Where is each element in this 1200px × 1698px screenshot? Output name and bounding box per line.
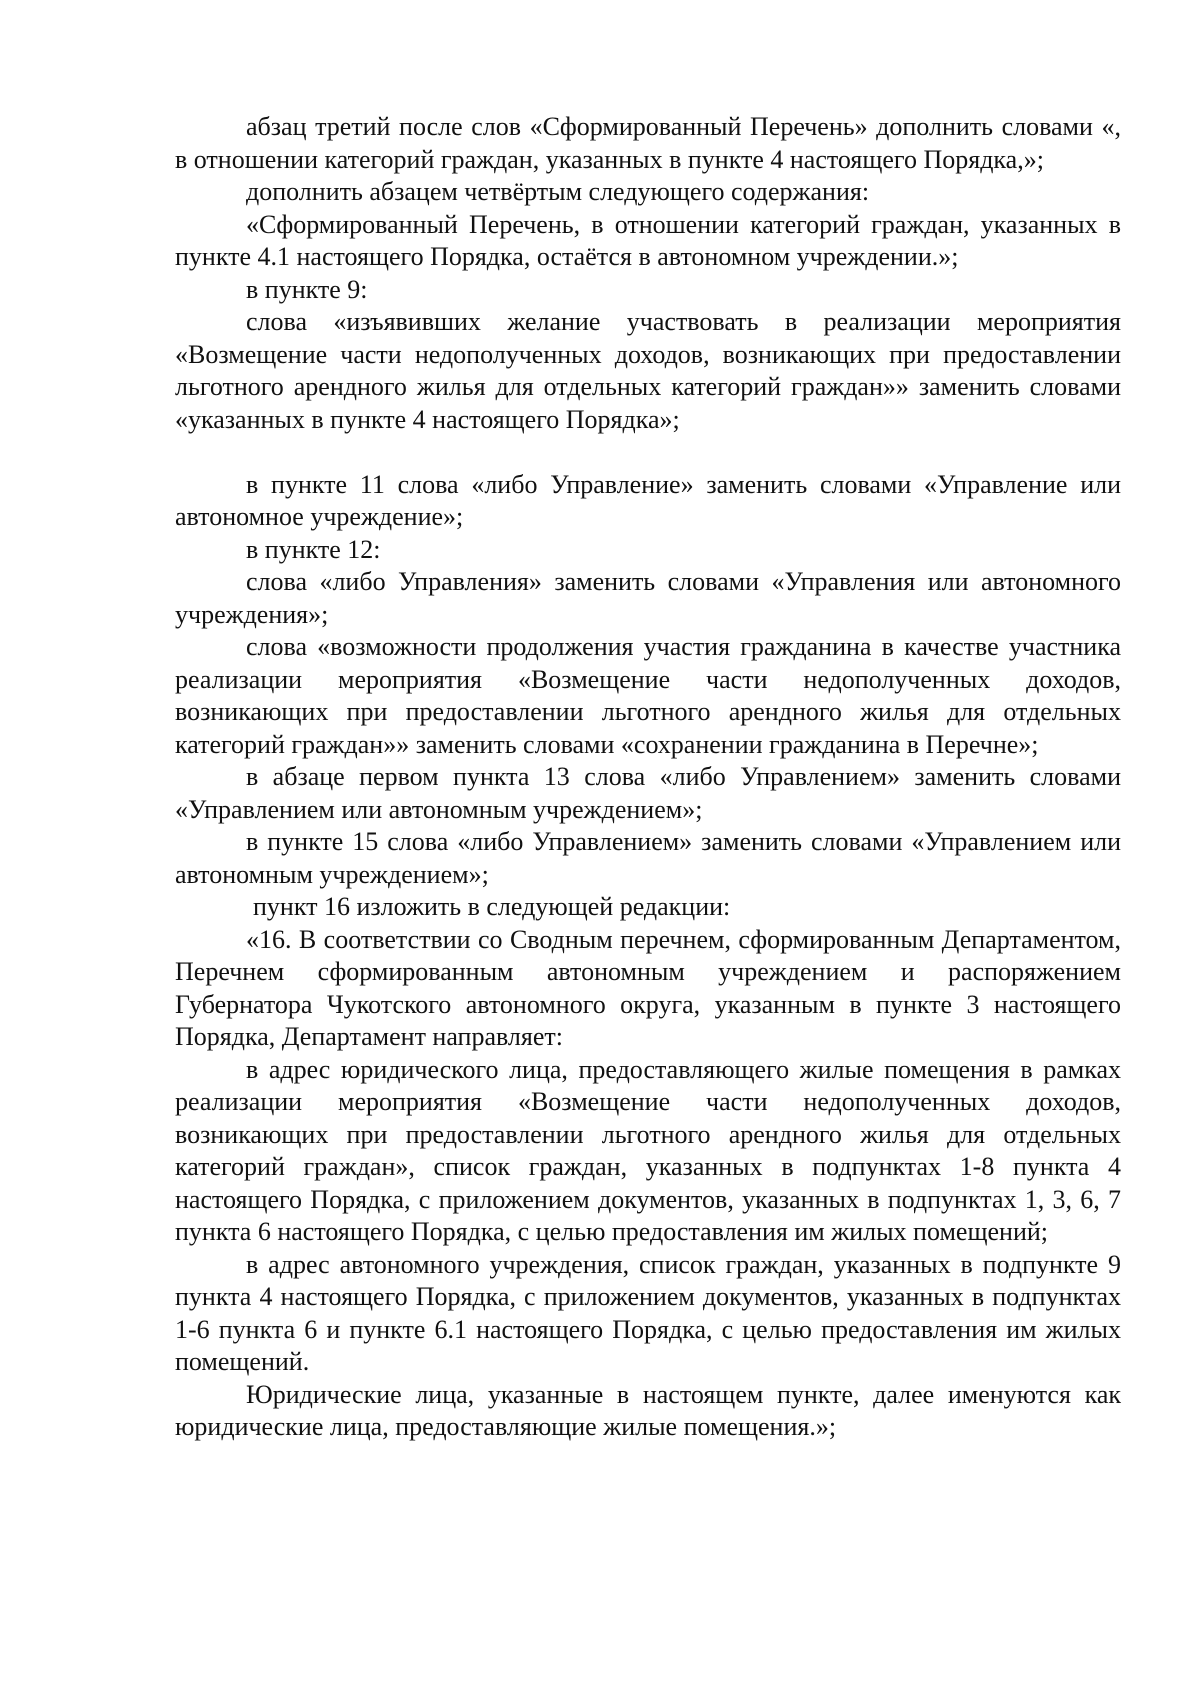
paragraph-3: «Сформированный Перечень, в отношении категорий граждан, указанных в пункте 4.1 настоящего Порядка, остаётся в автономном учреждении.»; — [175, 209, 1121, 271]
paragraph-7: в пункте 12: — [246, 534, 381, 564]
paragraph-9: слова «возможности продолжения участия гражданина в качестве участника реализации мероприятия «Возмещение части недополученных доходов, возникающих при предоставлении льготного арендного жилья для отдельных категорий граждан»» заменить словами «сохранении гражданина в Перечне»; — [175, 632, 1121, 759]
paragraph-4: в пункте 9: — [246, 274, 368, 304]
paragraph-1: абзац третий после слов «Сформированный Перечень» дополнить словами «, в отношении категорий граждан, указанных в пункте 4 настоящего Порядка,»; — [175, 112, 1121, 174]
paragraph-8: слова «либо Управления» заменить словами «Управления или автономного учреждения»; — [175, 567, 1121, 629]
paragraph-14: в адрес юридического лица, предоставляющего жилые помещения в рамках реализации мероприятия «Возмещение части недополученных доходов, возникающих при предоставлении льготного арендного жилья для отдельных категорий граждан», список граждан, указанных в подпунктах 1-8 пункта 4 настоящего Порядка, с приложением документов, указанных в подпунктах 1, 3, 6, 7 пункта 6 настоящего Порядка, с целью предоставления им жилых помещений; — [175, 1054, 1121, 1246]
document-page — [175, 111, 1121, 1444]
paragraph-15: в адрес автономного учреждения, список граждан, указанных в подпункте 9 пункта 4 настоящего Порядка, с приложением документов, указанных в подпунктах 1-6 пункта 6 и пункте 6.1 настоящего Порядка, с целью предоставления им жилых помещений. — [175, 1249, 1121, 1376]
paragraph-16: Юридические лица, указанные в настоящем пункте, далее именуются как юридические лица, предоставляющие жилые помещения.»; — [175, 1379, 1121, 1441]
paragraph-5: слова «изъявивших желание участвовать в реализации мероприятия «Возмещение части недополученных доходов, возникающих при предоставлении льготного арендного жилья для отдельных категорий граждан»» заменить словами «указанных в пункте 4 настоящего Порядка»; — [175, 307, 1121, 434]
paragraph-11: в пункте 15 слова «либо Управлением» заменить словами «Управлением или автономным учреждением»; — [175, 827, 1121, 889]
paragraph-10: в абзаце первом пункта 13 слова «либо Управлением» заменить словами «Управлением или автономным учреждением»; — [175, 762, 1121, 824]
paragraph-13: «16. В соответствии со Сводным перечнем, сформированным Департаментом, Перечнем сформированным автономным учреждением и распоряжением Губернатора Чукотского автономного округа, указанным в пункте 3 настоящего Порядка, Департамент направляет: — [175, 924, 1121, 1051]
paragraph-12: пункт 16 изложить в следующей редакции: — [253, 892, 731, 921]
paragraph-6: в пункте 11 слова «либо Управление» заменить словами «Управление или автономное учреждение»; — [175, 469, 1121, 531]
paragraph-2: дополнить абзацем четвёртым следующего содержания: — [246, 177, 870, 206]
